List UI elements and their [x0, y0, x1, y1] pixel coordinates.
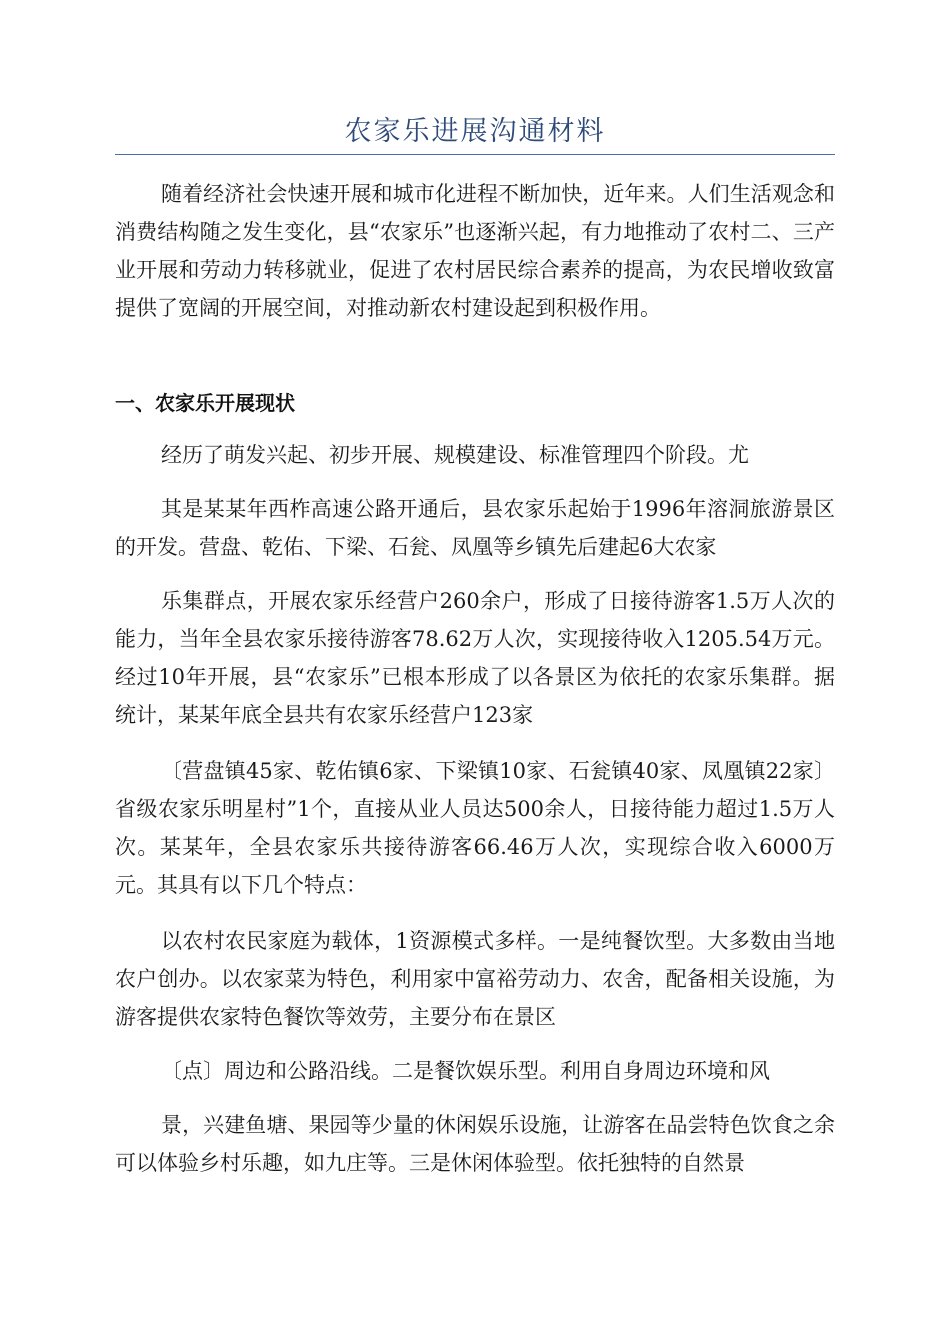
paragraph-models: 以农村农民家庭为载体，1资源模式多样。一是纯餐饮型。大多数由当地农户创办。以农家菜为特色，利用家中富裕劳动力、农舍，配备相关设施，为游客提供农家特色餐饮等效劳，主要分布在景区 [115, 929, 835, 1029]
paragraph-dining-entertainment: 〔点〕周边和公路沿线。二是餐饮娱乐型。利用自身周边环境和风 [161, 1059, 770, 1083]
intro-paragraph: 随着经济社会快速开展和城市化进程不断加快，近年来。人们生活观念和消费结构随之发生变化，县“农家乐”也逐渐兴起，有力地推动了农村二、三产业开展和劳动力转移就业，促进了农村居民综合素养的提高，为农民增收致富提供了宽阔的开展空间，对推动新农村建设起到积极作用。 [115, 182, 835, 320]
paragraph-leisure: 景，兴建鱼塘、果园等少量的休闲娱乐设施，让游客在品尝特色饮食之余可以体验乡村乐趣，如九庄等。三是休闲体验型。依托独特的自然景 [115, 1113, 835, 1175]
paragraph-statistics: 乐集群点，开展农家乐经营户260余户，形成了日接待游客1.5万人次的能力，当年全县农家乐接待游客78.62万人次，实现接待收入1205.54万元。经过10年开展，县“农家乐”已根本形成了以各景区为依托的农家乐集群。据统计，某某年底全县共有农家乐经营户123家 [115, 589, 835, 727]
title-underline [115, 154, 835, 155]
paragraph-history: 其是某某年西柞高速公路开通后，县农家乐起始于1996年溶洞旅游景区的开发。营盘、乾佑、下梁、石瓮、凤凰等乡镇先后建起6大农家 [115, 497, 835, 559]
document-title: 农家乐进展沟通材料 [344, 116, 606, 147]
section-heading: 一、农家乐开展现状 [115, 391, 295, 415]
paragraph-stages: 经历了萌发兴起、初步开展、规模建设、标准管理四个阶段。尤 [161, 443, 749, 467]
paragraph-town-breakdown: 〔营盘镇45家、乾佑镇6家、下梁镇10家、石瓮镇40家、凤凰镇22家〕省级农家乐明星村”1个，直接从业人员达500余人，日接待能力超过1.5万人次。某某年，全县农家乐共接待游客66.46万人次，实现综合收入6000万元。其具有以下几个特点： [115, 759, 835, 897]
